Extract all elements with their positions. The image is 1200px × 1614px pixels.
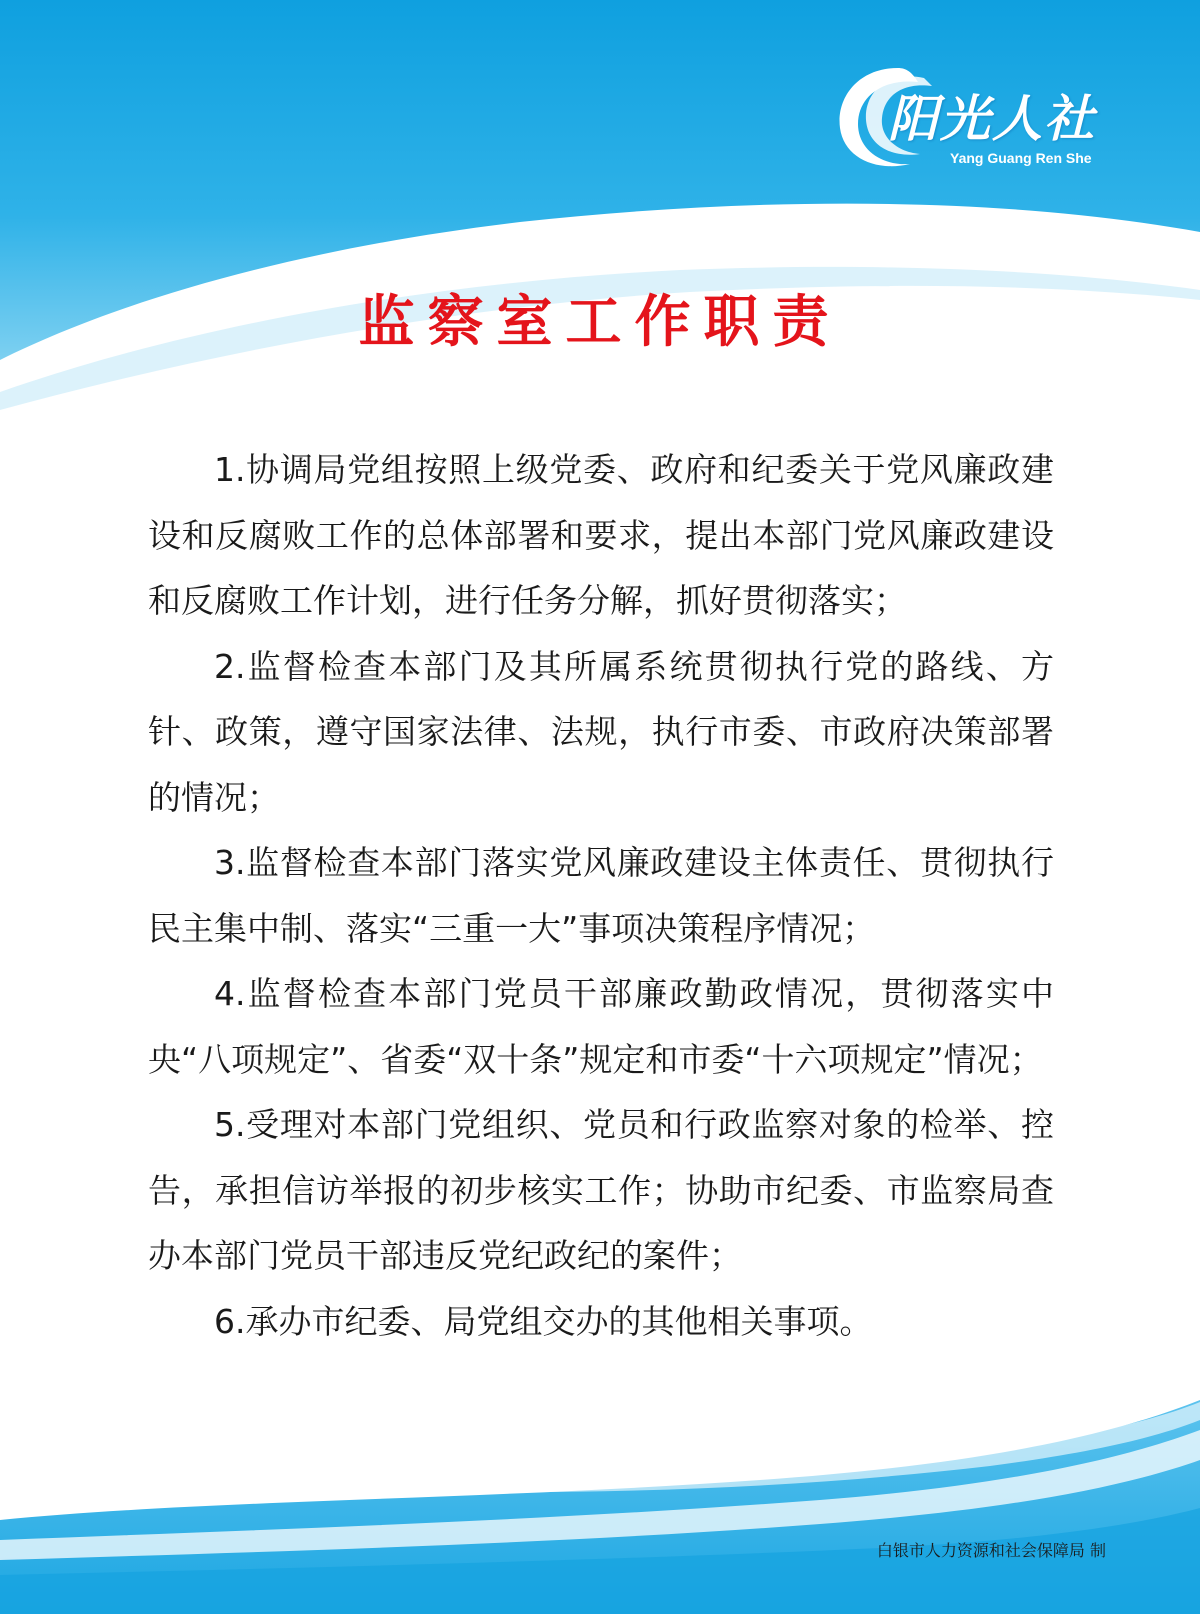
duty-item-2: 2.监督检查本部门及其所属系统贯彻执行党的路线、方针、政策，遵守国家法律、法规，执行市委、市政府决策部署的情况； bbox=[148, 646, 1054, 817]
issuer-footer: 白银市人力资源和社会保障局 制 bbox=[876, 1541, 1106, 1560]
duty-item-5: 5.受理对本部门党组织、党员和行政监察对象的检举、控告，承担信访举报的初步核实工作；协助市纪委、市监察局查办本部门党员干部违反党纪政纪的案件； bbox=[148, 1105, 1054, 1275]
duty-item-4: 4.监督检查本部门党员干部廉政勤政情况，贯彻落实中央“八项规定”、省委“双十条”规定和市委“十六项规定”情况； bbox=[148, 974, 1054, 1079]
page-title: 监察室工作职责 bbox=[358, 290, 842, 355]
duty-item-1: 1.协调局党组按照上级党委、政府和纪委关于党风廉政建设和反腐败工作的总体部署和要求，提出本部门党风廉政建设和反腐败工作计划，进行任务分解，抓好贯彻落实； bbox=[148, 450, 1054, 620]
duty-item-3: 3.监督检查本部门落实党风廉政建设主体责任、贯彻执行民主集中制、落实“三重一大”事项决策程序情况； bbox=[148, 843, 1054, 948]
duties-list bbox=[148, 437, 1054, 1354]
logo bbox=[828, 58, 1128, 178]
duty-item-6: 6.承办市纪委、局党组交办的其他相关事项。 bbox=[214, 1301, 873, 1341]
logo-chinese-text: 阳光人社 bbox=[888, 90, 1096, 148]
logo-english-text: Yang Guang Ren She bbox=[950, 150, 1092, 166]
